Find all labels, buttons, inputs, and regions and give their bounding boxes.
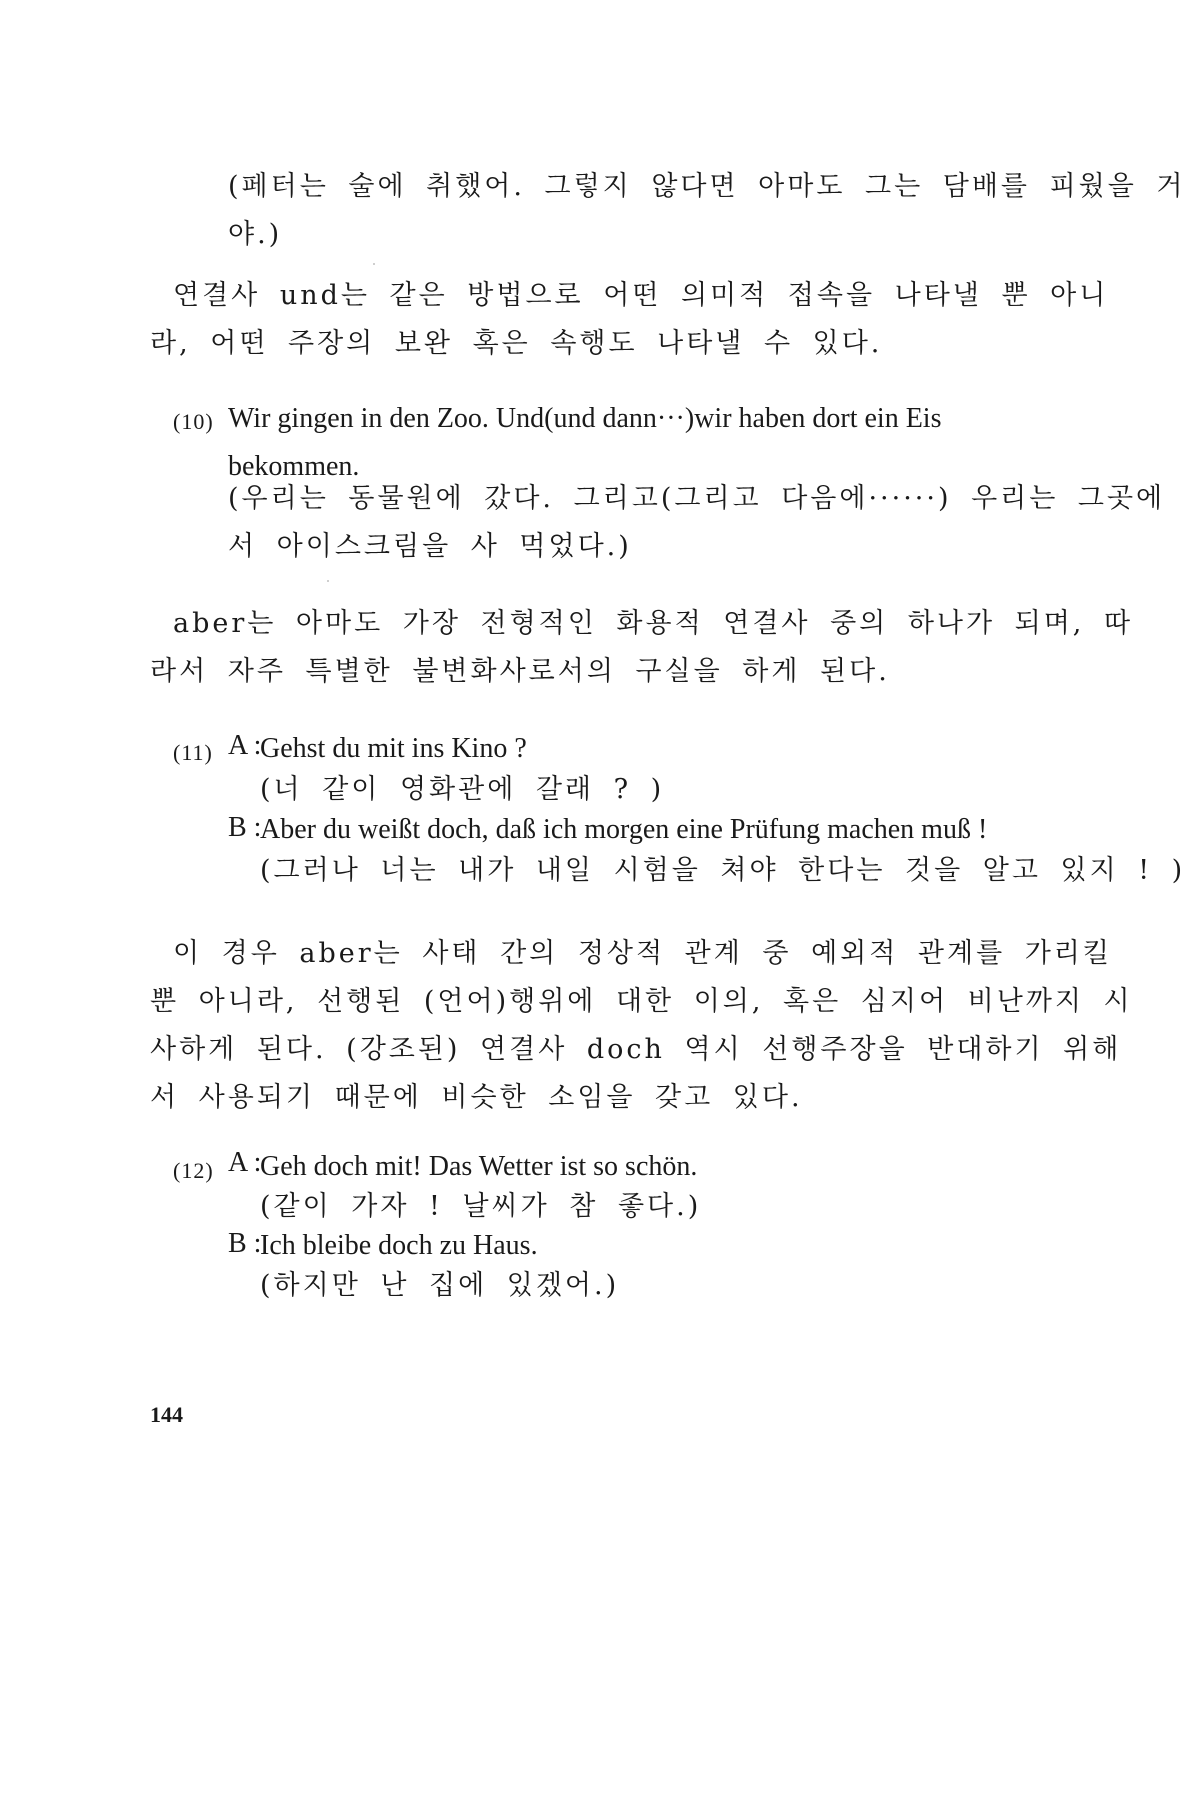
paragraph-exception-line-1: 이 경우 aber는 사태 간의 정상적 관계 중 예외적 관계를 가리킬 <box>173 938 1112 969</box>
scan-speck <box>327 580 329 582</box>
speaker-b-german: Ich bleibe doch zu Haus. <box>260 1230 538 1261</box>
speaker-b-label: B : <box>228 812 262 843</box>
paragraph-exception <box>150 930 1133 1122</box>
korean-line-1: (우리는 동물원에 갔다. 그리고(그리고 다음에······) 우리는 그곳에 <box>228 483 1166 514</box>
page-number: 144 <box>150 1402 183 1427</box>
speaker-a-german: Geh doch mit! Das Wetter ist so schön. <box>260 1151 698 1182</box>
speaker-a-label: A : <box>228 1147 262 1178</box>
paragraph-exception-line-4: 서 사용되기 때문에 비슷한 소임을 갖고 있다. <box>150 1082 803 1113</box>
paragraph-und-line-2: 라, 어떤 주장의 보완 혹은 속행도 나타낼 수 있다. <box>150 328 883 359</box>
speaker-b-label: B : <box>228 1228 262 1259</box>
german-line-2: bekommen. <box>228 451 360 482</box>
paragraph-exception-line-2: 뿐 아니라, 선행된 (언어)행위에 대한 이의, 혹은 심지어 비난까지 시 <box>150 986 1133 1017</box>
speaker-a-label: A : <box>228 730 262 761</box>
speaker-a-korean: (같이 가자 ! 날씨가 참 좋다.) <box>260 1191 702 1222</box>
paragraph-aber-line-2: 라서 자주 특별한 불변화사로서의 구실을 하게 된다. <box>150 656 890 687</box>
example-number: (11) <box>173 740 213 765</box>
paragraph-aber-line-1: aber는 아마도 가장 전형적인 화용적 연결사 중의 하나가 되며, 따 <box>173 608 1134 639</box>
speaker-b-korean: (그러나 너는 내가 내일 시험을 쳐야 한다는 것을 알고 있지 ! ) <box>260 855 1186 886</box>
korean-line-2: 서 아이스크림을 사 먹었다.) <box>228 531 632 562</box>
top-translation-line-2: 야.) <box>228 219 283 250</box>
german-line-1: Wir gingen in den Zoo. Und(und dann···)wir haben dort ein Eis <box>228 403 942 434</box>
example-number: (12) <box>173 1158 214 1183</box>
speaker-a-german: Gehst du mit ins Kino ? <box>260 733 527 764</box>
scan-speck <box>373 263 375 265</box>
speaker-a-korean: (너 같이 영화관에 갈래 ? ) <box>260 774 665 805</box>
paragraph-und-line-1: 연결사 und는 같은 방법으로 어떤 의미적 접속을 나타낼 뿐 아니 <box>173 280 1109 311</box>
speaker-b-korean: (하지만 난 집에 있겠어.) <box>260 1270 620 1301</box>
paragraph-exception-line-3: 사하게 된다. (강조된) 연결사 doch 역시 선행주장을 반대하기 위해 <box>150 1034 1122 1065</box>
top-translation <box>228 163 1186 259</box>
top-translation-line-1: (페터는 술에 취했어. 그렇지 않다면 아마도 그는 담배를 피웠을 거 <box>228 171 1186 202</box>
example-number: (10) <box>173 409 214 434</box>
speaker-b-german: Aber du weißt doch, daß ich morgen eine Prüfung machen muß ! <box>260 814 988 845</box>
example-10-korean <box>228 475 1165 571</box>
paragraph-und <box>150 272 1109 368</box>
paragraph-aber <box>150 600 1134 696</box>
